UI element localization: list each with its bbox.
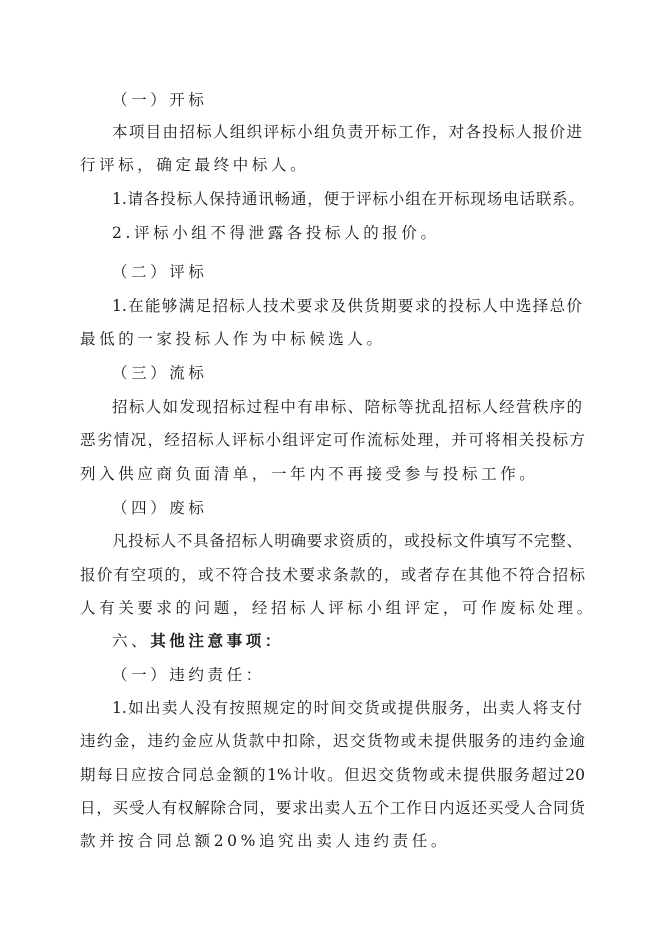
list-item-line: 日，买受人有权解除合同，要求出卖人五个工作日内返还买受人合同货 [80,799,585,817]
paragraph-line: 行评标，确定最终中标人。 [80,156,310,174]
heading-failed-bid: （三）流标 [112,364,208,382]
list-item-line: 1.如出卖人没有按照规定的时间交货或提供服务，出卖人将支付 [112,699,582,717]
section-six-heading [112,629,585,653]
heading-evaluation: （二）评标 [112,263,208,281]
paragraph-line: 招标人如发现招标过程中有串标、陪标等扰乱招标人经营秩序的 [112,398,582,416]
heading-open-bid: （一）开标 [112,91,208,109]
section-title: 其他注意事项： [150,631,284,650]
paragraph-line: 人有关要求的问题，经招标人评标小组评定，可作废标处理。 [80,599,596,617]
list-item-line: 款并按合同总额20%追究出卖人违约责任。 [80,832,450,850]
paragraph-line: 凡投标人不具备招标人明确要求资质的，或投标文件填写不完整、 [112,532,582,550]
list-item-line: 最低的一家投标人作为中标候选人。 [80,330,386,348]
paragraph-line: 本项目由招标人组织评标小组负责开标工作，对各投标人报价进 [112,123,582,141]
paragraph-line: 列入供应商负面清单，一年内不再接受参与投标工作。 [80,465,539,483]
list-item-line: 期每日应按合同总金额的1%计收。但迟交货物或未提供服务超过20 [80,766,585,784]
list-item: 2.评标小组不得泄露各投标人的报价。 [112,224,440,242]
heading-void-bid: （四）废标 [112,499,208,517]
paragraph-line: 报价有空项的，或不符合技术要求条款的，或者存在其他不符合招标 [80,566,585,584]
heading-breach-liability: （一）违约责任： [112,666,265,684]
section-number: 六、 [112,632,151,650]
list-item: 1.请各投标人保持通讯畅通，便于评标小组在开标现场电话联系。 [112,190,584,208]
paragraph-line: 恶劣情况，经招标人评标小组评定可作流标处理，并可将相关投标方 [80,431,585,449]
list-item-line: 违约金，违约金应从货款中扣除，迟交货物或未提供服务的违约金逾 [80,732,585,750]
list-item-line: 1.在能够满足招标人技术要求及供货期要求的投标人中选择总价 [112,297,582,315]
